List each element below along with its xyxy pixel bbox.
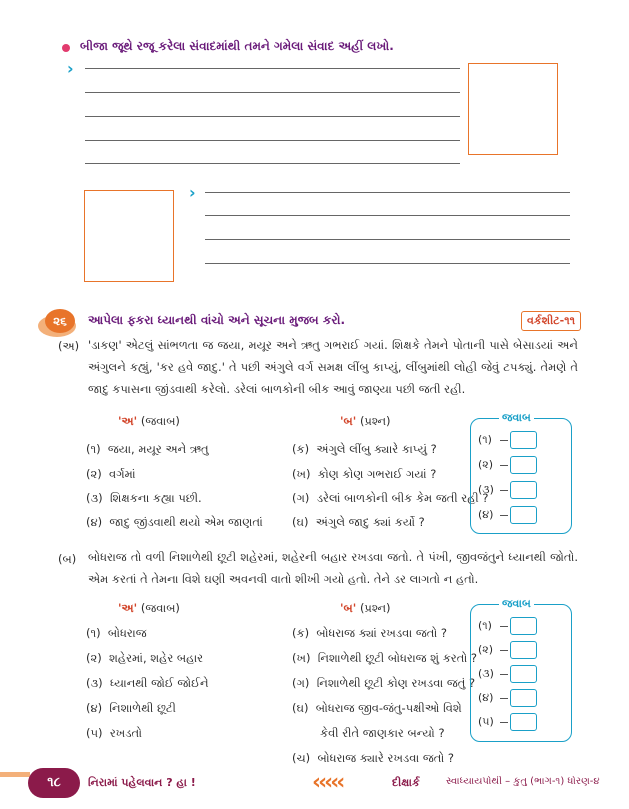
part-b-col-a-head [118, 601, 180, 616]
col-b-sub: (પ્રશ્ન) [359, 414, 391, 428]
slot-box[interactable] [510, 617, 537, 635]
question-text: નિશાળેથી છૂટી કોણ રખડવા જતું ? [316, 676, 476, 690]
slot-dash [500, 440, 508, 441]
slot-box[interactable] [510, 665, 537, 683]
slot-dash [500, 650, 508, 651]
answer-row [86, 676, 209, 691]
writing-line [85, 163, 460, 164]
answer-row [86, 701, 176, 716]
answer-num: (૪) [86, 515, 103, 529]
answer-slot[interactable] [478, 641, 537, 659]
question-key: (ક) [292, 626, 310, 640]
slot-num: (૪) [478, 508, 494, 521]
slot-box[interactable] [510, 481, 537, 499]
slot-num: (૩) [478, 483, 494, 496]
col-a-letter: 'અ' [118, 601, 138, 615]
answer-text: જયા, મયૂર અને ઋતુ [107, 442, 209, 456]
drawing-box-top-right[interactable] [468, 63, 558, 155]
part-b-col-b-head [340, 601, 391, 616]
answer-slot[interactable] [478, 617, 537, 635]
page-number-badge: ૧૮ [28, 768, 80, 798]
footer-right-text: સ્વાધ્યાયપોથી – કુતુ (ભાગ-૧) ધોરણ-૪ [446, 776, 600, 787]
slot-box[interactable] [510, 506, 537, 524]
footer-chevrons: ‹‹‹‹‹ [312, 770, 343, 795]
part-a-label: (અ) [58, 339, 80, 353]
question-text: અંગુલે લીંબુ ક્યારે કાપ્યું ? [316, 442, 437, 456]
question-row [292, 676, 475, 691]
answer-text: શહેરમાં, શહેર બહાર [109, 651, 204, 665]
answer-num: (૧) [86, 442, 101, 456]
question-row-continued [320, 726, 445, 741]
badge-circle: ૨૬ [45, 309, 75, 333]
slot-num: (૧) [478, 619, 492, 632]
answer-text: વર્ગમાં [109, 467, 136, 481]
question-text: બોધરાજ ક્યાં રખડવા જતો ? [316, 626, 447, 640]
footer-brand: દીક્ષાર્ક [392, 776, 420, 789]
part-b-paragraph: બોધરાજ તો વળી નિશાળેથી છૂટી શહેરમાં, શહેરની બહાર રખડવા જતો. તે પંખી, જીવજંતુને ધ્યાનથી જોતો. એમ કરતાં તે તેમના વિશે ઘણી અવનવી વાતો શીખી ગયો હતો. તેને ડર લાગતો ન હતો. [88, 550, 578, 586]
question-row [292, 467, 436, 482]
slot-dash [500, 698, 508, 699]
answer-row [86, 515, 263, 530]
footer-left-text: નિરામાં પહેલવાન ? હા ! [88, 776, 196, 789]
question-key: (ઘ) [292, 701, 309, 715]
slot-box[interactable] [510, 641, 537, 659]
col-b-letter: 'બ' [340, 601, 357, 615]
question-text: બોધરાજ જીવ-જંતુ-પક્ષીઓ વિશે [315, 701, 462, 715]
instruction-text: બીજા જૂથે રજૂ કરેલા સંવાદમાંથી તમને ગમેલા સંવાદ અહીં લખો. [80, 39, 394, 53]
footer-bar [0, 768, 629, 809]
answer-panel-label: જવાબ [499, 597, 534, 611]
answer-slot[interactable] [478, 456, 537, 474]
slot-num: (૩) [478, 667, 494, 680]
writing-line [205, 215, 570, 216]
col-b-sub: (પ્રશ્ન) [359, 601, 391, 615]
answer-row [86, 467, 136, 482]
slot-num: (૨) [478, 458, 494, 471]
slot-dash [500, 674, 508, 675]
slot-box[interactable] [510, 431, 537, 449]
answer-slot[interactable] [478, 481, 537, 499]
answer-text: રખડતો [109, 726, 143, 740]
answer-row [86, 626, 147, 641]
question-row [292, 751, 454, 766]
question-row [292, 491, 488, 506]
answer-text: નિશાળેથી છૂટી [109, 701, 176, 715]
question-text: ડરેલાં બાળકોની બીક કેમ જતી રહી ? [316, 491, 489, 505]
answer-slot[interactable] [478, 689, 537, 707]
answer-num: (૪) [86, 701, 103, 715]
answer-num: (૨) [86, 467, 102, 481]
answer-row [86, 442, 209, 457]
answer-slot[interactable] [478, 665, 537, 683]
question-text: કેવી રીતે જાણકાર બન્યો ? [320, 726, 445, 740]
writing-line [85, 140, 460, 141]
col-a-sub: (જવાબ) [140, 601, 180, 615]
answer-slot[interactable] [478, 713, 537, 731]
question-text: બોધરાજ ક્યારે રખડવા જતો ? [317, 751, 454, 765]
slot-dash [500, 490, 508, 491]
question-key: (ચ) [292, 751, 311, 765]
col-b-letter: 'બ' [340, 414, 357, 428]
answer-row [86, 726, 142, 741]
question-row [292, 515, 425, 530]
question-row [292, 701, 462, 716]
writing-line [85, 116, 460, 117]
question-row [292, 442, 437, 457]
answer-row [86, 491, 202, 506]
footer-left-stripe [0, 772, 30, 777]
slot-box[interactable] [510, 689, 537, 707]
slot-dash [500, 515, 508, 516]
col-a-letter: 'અ' [118, 414, 138, 428]
answer-text: ધ્યાનથી જોઈ જોઈને [109, 676, 209, 690]
question-row [292, 626, 447, 641]
writing-line [205, 192, 570, 193]
question-text: નિશાળેથી છૂટી બોધરાજ શું કરતો ? [317, 651, 478, 665]
answer-num: (૩) [86, 676, 103, 690]
slot-dash [500, 465, 508, 466]
answer-text: શિક્ષકના કહ્યા પછી. [109, 491, 202, 505]
question-key: (ક) [292, 442, 310, 456]
question-key: (ખ) [292, 651, 311, 665]
slot-dash [500, 722, 508, 723]
answer-panel-label: જવાબ [499, 411, 534, 425]
answer-slot[interactable] [478, 506, 537, 524]
part-a-col-b-head [340, 414, 391, 429]
exercise-number-badge [38, 309, 80, 337]
answer-row [86, 651, 203, 666]
answer-num: (૨) [86, 651, 102, 665]
slot-dash [500, 626, 508, 627]
question-key: (ગ) [292, 491, 310, 505]
answer-text: જાદુ જીંડવાથી થયો એમ જાણતાં [109, 515, 263, 529]
slot-num: (૪) [478, 691, 494, 704]
answer-slot[interactable] [478, 431, 537, 449]
slot-num: (૨) [478, 643, 494, 656]
chevron-right-icon: › [189, 183, 196, 202]
slot-num: (૧) [478, 433, 492, 446]
exercise-title: આપેલા ફકરા ધ્યાનથી વાંચો અને સૂચના મુજબ કરો. [88, 313, 346, 327]
slot-num: (૫) [478, 715, 494, 728]
question-key: (ઘ) [292, 515, 309, 529]
drawing-box-left[interactable] [84, 190, 174, 282]
worksheet-badge: વર્કશીટ-૧૧ [521, 311, 581, 331]
slot-box[interactable] [510, 456, 537, 474]
answer-num: (૧) [86, 626, 101, 640]
answer-num: (૫) [86, 726, 103, 740]
bullet-dot [62, 44, 70, 52]
answer-text: બોધરાજ [107, 626, 147, 640]
slot-box[interactable] [510, 713, 537, 731]
col-a-sub: (જવાબ) [140, 414, 180, 428]
writing-line [205, 239, 570, 240]
question-text: કોણ કોણ ગભરાઈ ગયાં ? [317, 467, 437, 481]
writing-line [85, 92, 460, 93]
question-key: (ખ) [292, 467, 311, 481]
question-text: અંગુલે જાદુ ક્યાં કર્યો ? [315, 515, 425, 529]
part-a-col-a-head [118, 414, 180, 429]
chevron-right-icon: › [67, 59, 74, 78]
writing-line [85, 68, 460, 69]
part-a-paragraph: 'ડાકણ' એટલું સાંભળતા જ જયા, મયૂર અને ઋતુ ગભરાઈ ગયાં. શિક્ષકે તેમને પોતાની પાસે બેસાડયાં અને અંગુલને કહ્યું, 'કર હવે જાદુ.' તે પછી અંગુલે વર્ગ સમક્ષ લીંબુ કાપ્યું, લીંબુમાંથી લોહી જેવું ટપક્યું. તેમણે તે જાદુ કપાસના જીંડવાથી કરેલો. ડરેલાં બાળકોની બીક આવું જાણ્યા પછી જતી રહી. [88, 338, 578, 396]
question-row [292, 651, 477, 666]
writing-line [205, 263, 570, 264]
part-b-label: (બ) [58, 552, 77, 566]
question-key: (ગ) [292, 676, 310, 690]
answer-num: (૩) [86, 491, 103, 505]
